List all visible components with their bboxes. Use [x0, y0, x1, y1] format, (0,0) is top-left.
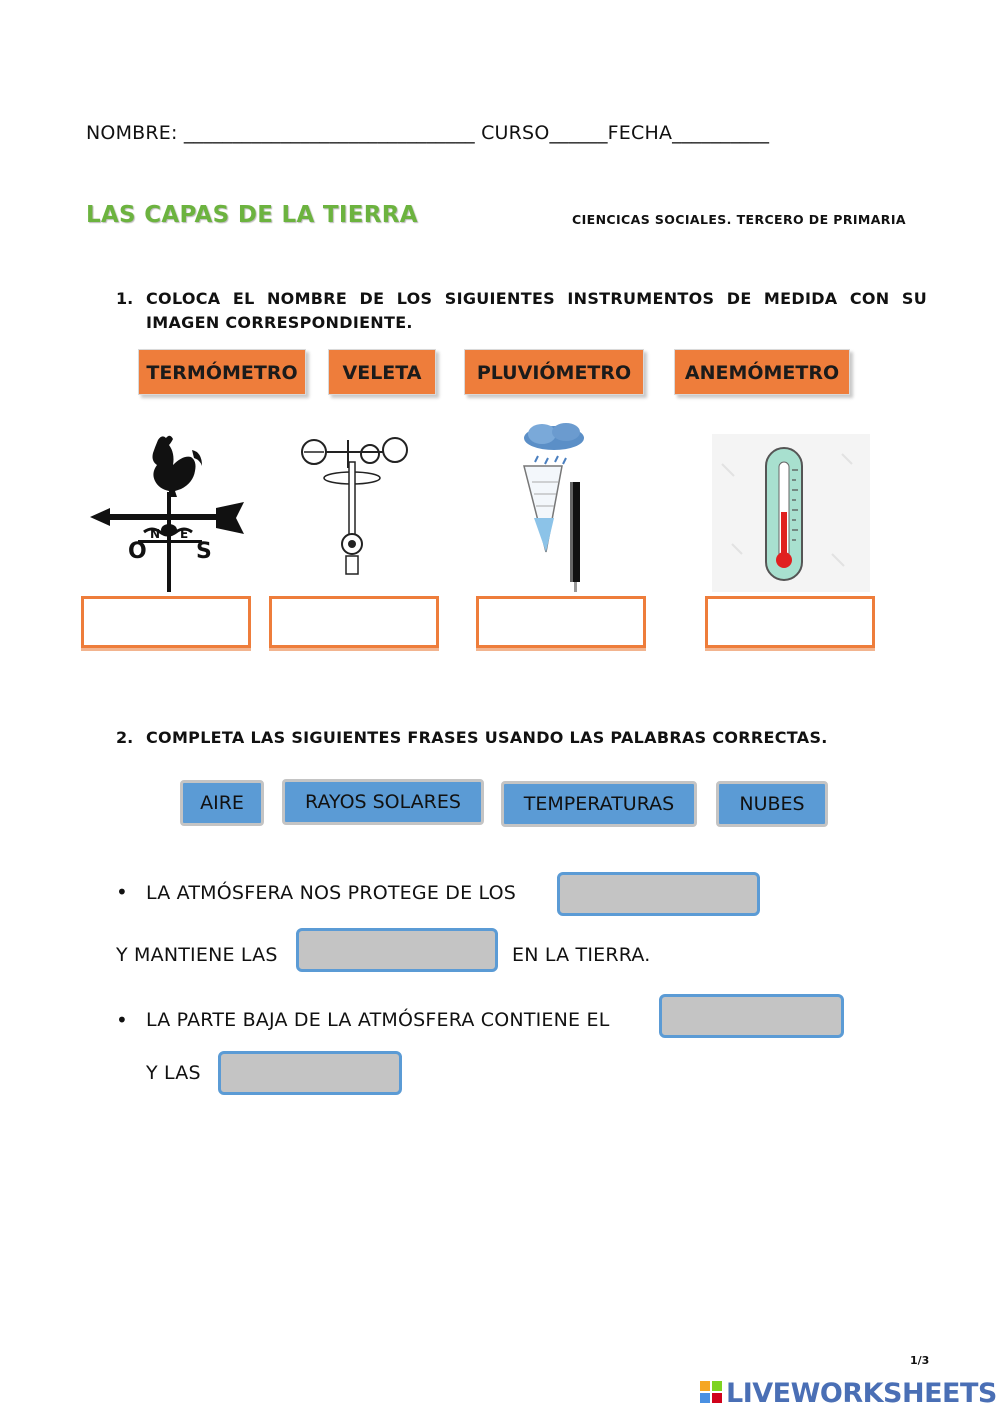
svg-text:S: S	[196, 539, 212, 564]
svg-text:E: E	[180, 527, 189, 541]
page-number: 1/3	[910, 1354, 930, 1367]
brand-name: LIVEWORKSHEETS	[726, 1378, 997, 1409]
word-tag-pluviometro[interactable]: PLUVIÓMETRO	[464, 349, 644, 395]
word-chip-temperaturas[interactable]: TEMPERATURAS	[501, 781, 697, 827]
svg-text:O: O	[128, 539, 147, 564]
question-2-text: COMPLETA LAS SIGUIENTES FRASES USANDO LAS PALABRAS CORRECTAS.	[146, 728, 828, 747]
word-chip-rayos-solares[interactable]: RAYOS SOLARES	[282, 779, 484, 825]
answer-box-1[interactable]	[81, 596, 251, 648]
question-1-text: COLOCA EL NOMBRE DE LOS SIGUIENTES INSTRUMENTOS DE MEDIDA CON SU IMAGEN CORRESPONDIENTE.	[146, 289, 927, 332]
liveworksheets-logo-icon	[700, 1381, 722, 1403]
answer-box-3[interactable]	[476, 596, 646, 648]
bullet-1: •	[116, 880, 128, 904]
bullet-2: •	[116, 1008, 128, 1032]
word-tag-anemometro[interactable]: ANEMÓMETRO	[674, 349, 850, 395]
blank-2[interactable]	[296, 928, 498, 972]
svg-text:N: N	[150, 527, 161, 541]
rain-gauge-icon	[520, 422, 586, 592]
sentence-1-part-3: EN LA TIERRA.	[512, 944, 651, 966]
answer-box-4[interactable]	[705, 596, 875, 648]
sentence-1-part-2: Y MANTIENE LAS	[116, 944, 278, 966]
question-1-number: 1.	[116, 289, 134, 308]
thermometer-icon	[712, 434, 870, 592]
word-chip-aire[interactable]: AIRE	[180, 780, 264, 826]
name-course-date-line: NOMBRE: ______________________________ CURSO______FECHA__________	[86, 122, 770, 144]
sentence-1-part-1: LA ATMÓSFERA NOS PROTEGE DE LOS	[146, 882, 517, 904]
worksheet-title: LAS CAPAS DE LA TIERRA	[86, 202, 418, 228]
word-chip-nubes[interactable]: NUBES	[716, 781, 828, 827]
subject-label: CIENCICAS SOCIALES. TERCERO DE PRIMARIA	[572, 212, 906, 227]
weathervane-icon	[88, 430, 248, 595]
word-tag-termometro[interactable]: TERMÓMETRO	[138, 349, 306, 395]
blank-3[interactable]	[659, 994, 844, 1038]
question-2-number: 2.	[116, 728, 134, 747]
answer-box-2[interactable]	[269, 596, 439, 648]
blank-1[interactable]	[557, 872, 760, 916]
anemometer-icon	[292, 432, 412, 580]
sentence-2-part-1: LA PARTE BAJA DE LA ATMÓSFERA CONTIENE EL	[146, 1009, 610, 1031]
word-tag-veleta[interactable]: VELETA	[328, 349, 436, 395]
sentence-2-part-2: Y LAS	[146, 1062, 201, 1084]
blank-4[interactable]	[218, 1051, 402, 1095]
